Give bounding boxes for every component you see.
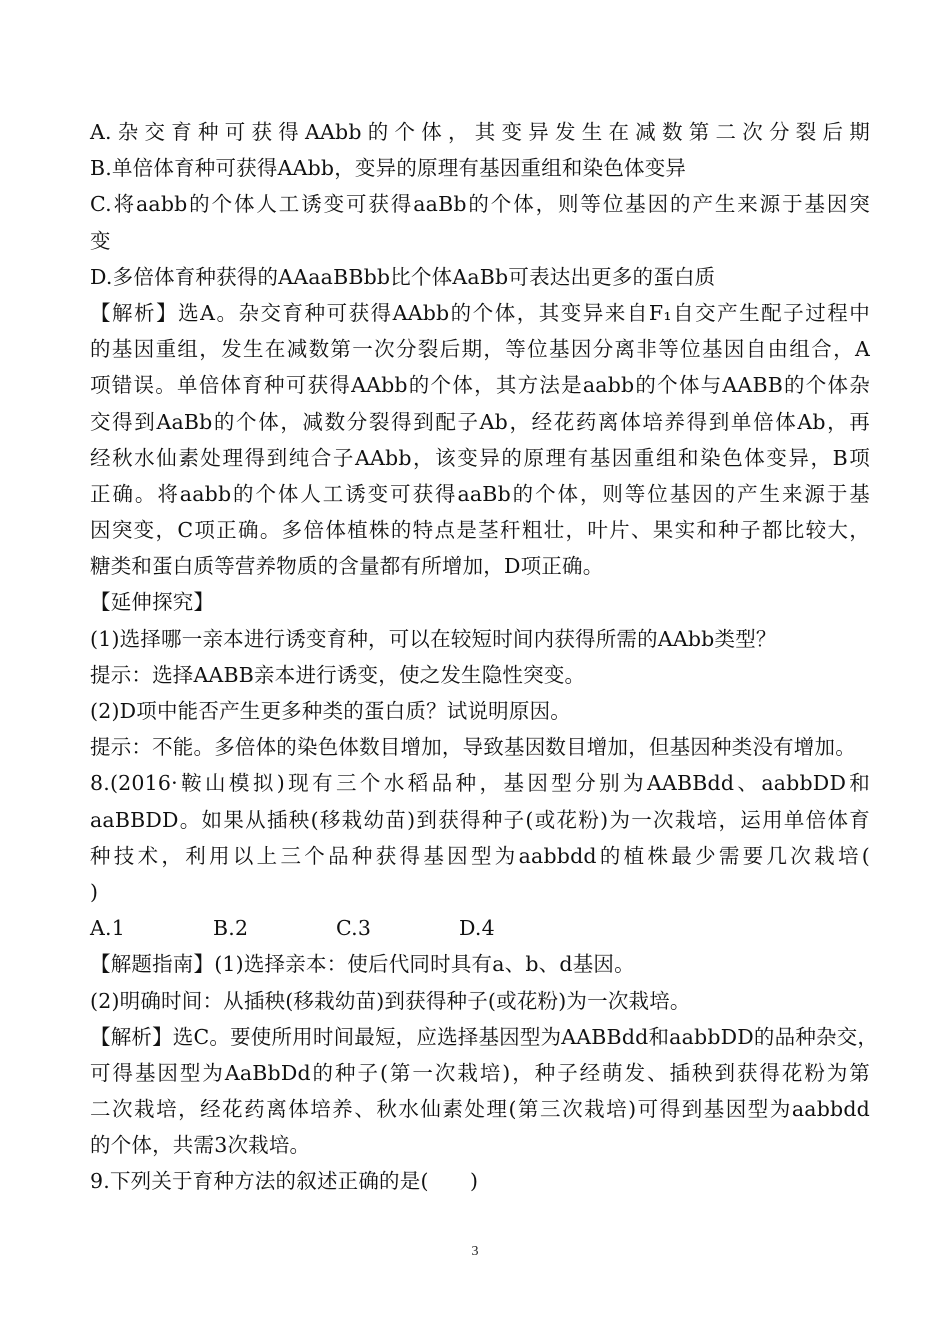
guide-line: 【解题指南】(1)选择亲本：使后代同时具有a、b、d基因。 bbox=[90, 952, 635, 977]
option-d-text: D.多倍体育种获得的AAaaBBbb比个体AaBb可表达出更多的蛋白质 bbox=[90, 264, 716, 289]
analysis-line: 糖类和蛋白质等营养物质的含量都有所增加，D项正确。 bbox=[90, 554, 604, 579]
analysis-line: 因突变，C项正确。多倍体植株的特点是茎秆粗壮，叶片、果实和种子都比较大， bbox=[90, 518, 870, 543]
analysis-line: 二次栽培，经花药离体培养、秋水仙素处理(第三次栽培)可得到基因型为aabbdd bbox=[90, 1097, 870, 1122]
question-9-text: 9.下列关于育种方法的叙述正确的是( ) bbox=[90, 1169, 479, 1194]
analysis-line: 的基因重组，发生在减数第一次分裂后期，等位基因分离非等位基因自由组合，A bbox=[90, 337, 870, 362]
guide-line: (2)明确时间：从插秧(移栽幼苗)到获得种子(或花粉)为一次栽培。 bbox=[90, 988, 691, 1013]
question-8-text: ) bbox=[90, 879, 99, 904]
extension-heading: 【延伸探究】 bbox=[90, 590, 215, 615]
option-d: D.4 bbox=[459, 916, 495, 941]
extension-hint-1: 提示：选择AABB亲本进行诱变，使之发生隐性突变。 bbox=[90, 662, 586, 687]
option-a: A.1 bbox=[90, 916, 125, 941]
analysis-line: 交得到AaBb的个体，减数分裂得到配子Ab，经花药离体培养得到单倍体Ab，再 bbox=[90, 409, 870, 434]
question-8-text: aaBBDD。如果从插秧(移栽幼苗)到获得种子(或花粉)为一次栽培，运用单倍体育 bbox=[90, 807, 870, 832]
question-8-text: 种技术，利用以上三个品种获得基因型为aabbdd的植株最少需要几次栽培( bbox=[90, 843, 870, 868]
analysis-line: 可得基因型为AaBbDd的种子(第一次栽培)，种子经萌发、插秧到获得花粉为第 bbox=[90, 1060, 870, 1085]
extension-question-1: (1)选择哪一亲本进行诱变育种，可以在较短时间内获得所需的AAbb类型？ bbox=[90, 626, 777, 651]
option-c-text: C.将aabb的个体人工诱变可获得aaBb的个体，则等位基因的产生来源于基因突 bbox=[90, 192, 870, 217]
analysis-line: 【解析】选A。杂交育种可获得AAbb的个体，其变异来自F₁自交产生配子过程中 bbox=[90, 300, 870, 325]
option-c: C.3 bbox=[336, 916, 372, 941]
analysis-line: 【解析】选C。要使所用时间最短，应选择基因型为AABBdd和aabbDD的品种杂交， bbox=[90, 1024, 879, 1049]
question-8-options bbox=[90, 910, 870, 946]
document-body bbox=[90, 114, 879, 1200]
option-c-text-cont: 变 bbox=[90, 228, 111, 253]
option-b: B.2 bbox=[213, 916, 249, 941]
extension-question-2: (2)D项中能否产生更多种类的蛋白质？试说明原因。 bbox=[90, 699, 571, 723]
analysis-line: 项错误。单倍体育种可获得AAbb的个体，其方法是aabb的个体与AABB的个体杂 bbox=[90, 373, 870, 398]
option-a-text: A.杂交育种可获得AAbb的个体，其变异发生在减数第二次分裂后期 bbox=[90, 120, 870, 144]
question-8-text: 8.(2016·鞍山模拟)现有三个水稻品种，基因型分别为AABBdd、aabbDD和 bbox=[90, 771, 870, 796]
analysis-line: 经秋水仙素处理得到纯合子AAbb，该变异的原理有基因重组和染色体变异，B项 bbox=[90, 445, 870, 470]
option-b-text: B.单倍体育种可获得AAbb，变异的原理有基因重组和染色体变异 bbox=[90, 156, 687, 181]
analysis-line: 正确。将aabb的个体人工诱变可获得aaBb的个体，则等位基因的产生来源于基 bbox=[90, 481, 870, 506]
extension-hint-2: 提示：不能。多倍体的染色体数目增加，导致基因数目增加，但基因种类没有增加。 bbox=[90, 735, 856, 760]
analysis-line: 的个体，共需3次栽培。 bbox=[90, 1133, 311, 1158]
page-number: 3 bbox=[471, 1244, 479, 1259]
